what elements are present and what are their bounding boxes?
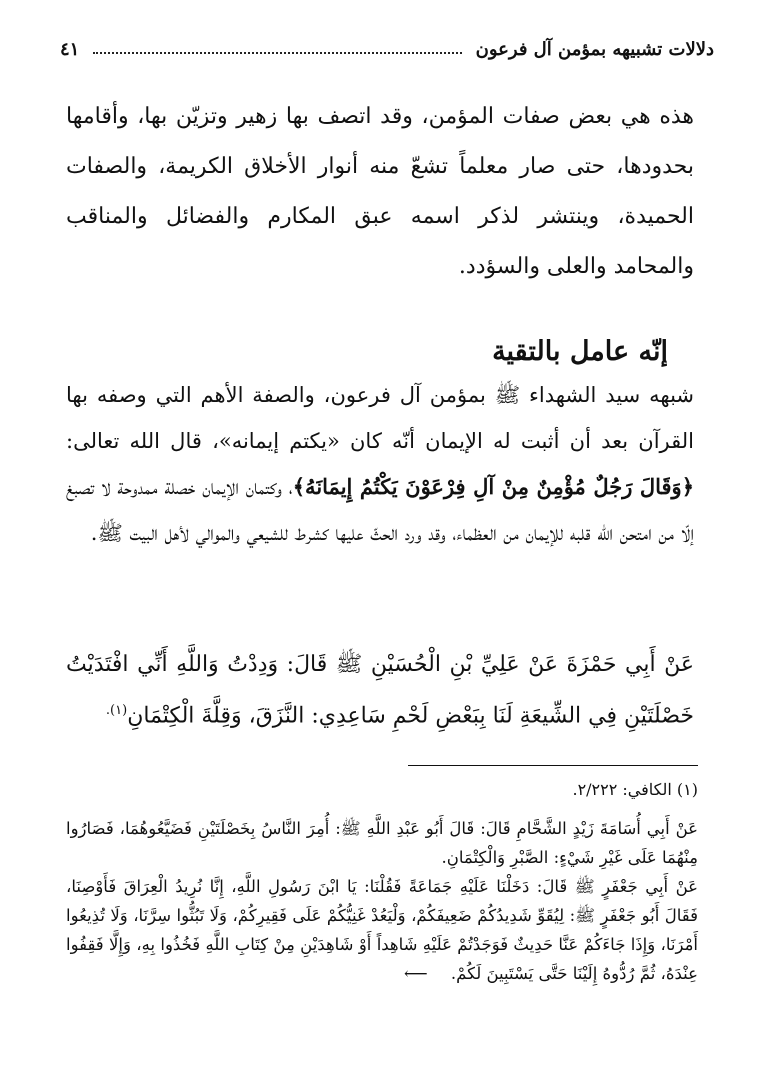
body-paragraph-1: هذه هي بعض صفات المؤمن، وقد اتصف بها زهير وتزيّن بها، وأقامها بحدودها، حتى صار معلماً تشعّ منه أنوار الأخلاق الكريمة، والصفات الحميدة، وينتشر لذكر اسمه عبق المكارم والفضائل والمناقب والمحامد والعلى والسؤدد.: [66, 104, 694, 279]
paragraph-2-intro: شبهه سيد الشهداء ﷺ بمؤمن آل فرعون، والصفة الأهم التي وصفه بها القرآن بعد أن أثبت له الإيمان أنّه كان «يكتم إيمانه»، قال الله تعالى:: [66, 383, 694, 453]
running-header: [60, 32, 714, 66]
body-paragraph-2: [66, 372, 694, 556]
header-dot-leader: [93, 52, 461, 54]
quranic-quote: ﴿وَقَالَ رَجُلٌ مُؤْمِنٌ مِنْ آلِ فِرْعَوْنَ يَكْتُمُ إِيمَانَهُ﴾: [292, 474, 694, 499]
footnote-marker: (١).: [105, 703, 128, 718]
hadith-text: عَنْ أَبِي حَمْزَةَ عَنْ عَلِيِّ بْنِ الْحُسَيْنِ ﷺ قَالَ: وَدِدْتُ وَاللَّهِ أَنِّي افْتَدَيْتُ خَصْلَتَيْنِ فِي الشِّيعَةِ لَنَا بِبَعْضِ لَحْمِ سَاعِدِي: النَّزَقَ، وَقِلَّةَ الْكِتْمَانِ: [66, 652, 694, 729]
continuation-arrow-icon: ⟵: [403, 964, 428, 983]
footnote-separator: [408, 765, 698, 766]
footnote-line-2-text: عَنْ أَبِي جَعْفَرٍ ﷺ قَالَ: دَخَلْنَا عَلَيْهِ جَمَاعَةً فَقُلْنَا: يَا ابْنَ رَسُولِ اللَّهِ، إِنَّا نُرِيدُ الْعِرَاقَ فَأَوْصِنَا، فَقَالَ أَبُو جَعْفَرٍ ﷺ: لِيُقَوِّ شَدِيدُكُمْ ضَعِيفَكُمْ، وَلْيَعُدْ غَنِيُّكُمْ عَلَى فَقِيرِكُمْ، وَلَا تَبُثُّوا سِرَّنَا، وَلَا تُذِيعُوا أَمْرَنَا، وَإِذَا جَاءَكُمْ عَنَّا حَدِيثٌ فَوَجَدْتُمْ عَلَيْهِ شَاهِداً أَوْ شَاهِدَيْنِ مِنْ كِتَابِ اللَّهِ فَخُذُوا بِهِ، وَإِلَّا فَقِفُوا عِنْدَهُ، ثُمَّ رُدُّوهُ إِلَيْنَا حَتَّى يَسْتَبِينَ لَكُمْ.: [66, 877, 698, 983]
footnote-body: [66, 814, 698, 988]
footnote-reference: (١) الكافي: ٢/٢٢٢.: [572, 780, 698, 799]
footnote-line-2: [66, 872, 698, 988]
paragraph-2-rest: ، وكتمان الإيمان خصلة ممدوحة لا تصبغ إلّا من امتحن الله قلبه للإيمان من العظماء، وقد ورد الحثّ عليها كشرط للشيعي والموالي لأهل البيت ﷺ.: [66, 475, 694, 545]
running-title: دلالات تشبيهه بمؤمن آل فرعون: [475, 38, 714, 60]
footnote-line-1: عَنْ أَبِي أُسَامَةَ زَيْدٍ الشَّحَّامِ قَالَ: قَالَ أَبُو عَبْدِ اللَّهِ ﷺ: أُمِرَ النَّاسُ بِخَصْلَتَيْنِ فَضَيَّعُوهُمَا، فَصَارُوا مِنْهُمَا عَلَى غَيْرِ شَيْءٍ: الصَّبْرِ وَالْكِتْمَانِ.: [66, 819, 698, 867]
section-heading: إنّه عامل بالتقية: [492, 336, 668, 367]
hadith-paragraph: [66, 642, 694, 739]
page-number: ٤١: [60, 38, 80, 60]
